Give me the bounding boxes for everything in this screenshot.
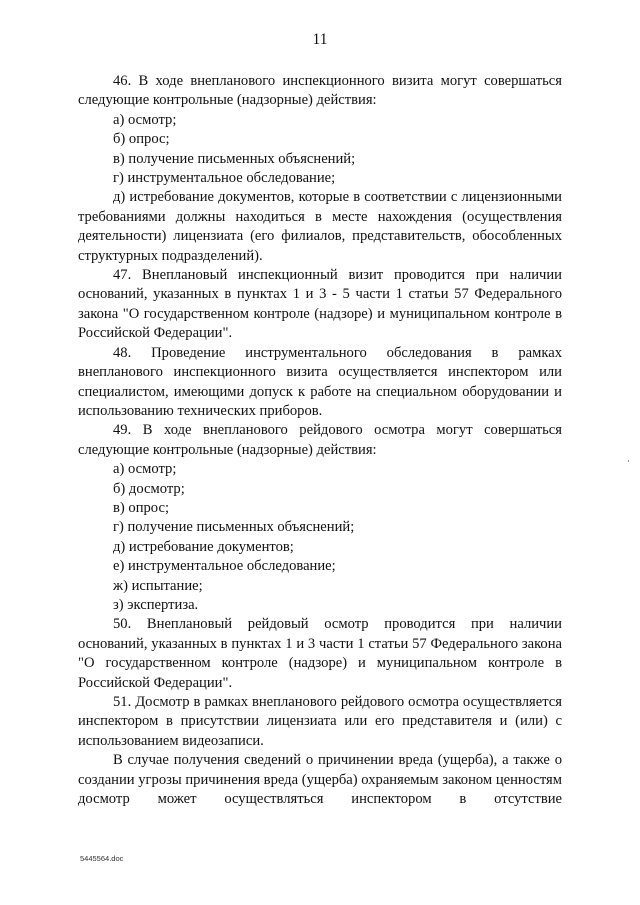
list-item: б) опрос;: [113, 131, 170, 148]
paragraph: 51. Досмотр в рамках внепланового рейдового осмотра осуществляется инспектором в присутствии лицензиата или его представителя и (или) с использованием видеозаписи.: [78, 694, 562, 749]
list-item: б) досмотр;: [113, 480, 185, 497]
paragraph: 47. Внеплановый инспекционный визит проводится при наличии оснований, указанных в пунктах 1 и 3 - 5 части 1 статьи 57 Федерального закона "О государственном контроле (надзоре) и муниципальном контроле в Российской Федерации".: [78, 267, 562, 342]
paragraph: В случае получения сведений о причинении вреда (ущерба), а также о создании угрозы причинения вреда (ущерба) охраняемым законом ценностям досмотр может осуществляться инспектором в отсутствие: [78, 752, 562, 808]
list-item: г) получение письменных объяснений;: [113, 519, 355, 536]
list-item: з) экспертиза.: [113, 596, 199, 613]
paragraph: 50. Внеплановый рейдовый осмотр проводится при наличии оснований, указанных в пунктах 1 и 3 части 1 статьи 57 Федерального закона "О государственном контроле (надзоре) и муниципальном контроле в Российской Федерации".: [78, 616, 562, 691]
list-item: д) истребование документов;: [113, 538, 294, 555]
paragraph: 49. В ходе внепланового рейдового осмотра могут совершаться следующие контрольные (надзорные) действия:: [78, 422, 562, 458]
list-item: а) осмотр;: [113, 111, 177, 128]
list-item: в) опрос;: [113, 499, 169, 516]
list-item: а) осмотр;: [113, 461, 177, 478]
document-body: [78, 72, 562, 809]
paragraph: 46. В ходе внепланового инспекционного визита могут совершаться следующие контрольные (надзорные) действия:: [78, 73, 562, 109]
paragraph: 48. Проведение инструментального обследования в рамках внепланового инспекционного визита осуществляется инспектором или специалистом, имеющими допуск к работе на специальном оборудовании и использованию технических приборов.: [78, 344, 562, 419]
page-number: 11: [312, 31, 328, 48]
list-item: ж) испытание;: [113, 577, 203, 594]
list-item: в) получение письменных объяснений;: [113, 150, 356, 167]
footer-filename: 5445564.doc: [80, 854, 124, 863]
list-item: г) инструментальное обследование;: [113, 170, 336, 187]
list-item: е) инструментальное обследование;: [113, 558, 336, 575]
margin-mark: [628, 460, 629, 462]
paragraph: д) истребование документов, которые в соответствии с лицензионными требованиями должны находиться в месте нахождения (осуществления деятельности) лицензиата (его филиалов, представительств, обособленных структурных подразделений).: [78, 189, 562, 264]
